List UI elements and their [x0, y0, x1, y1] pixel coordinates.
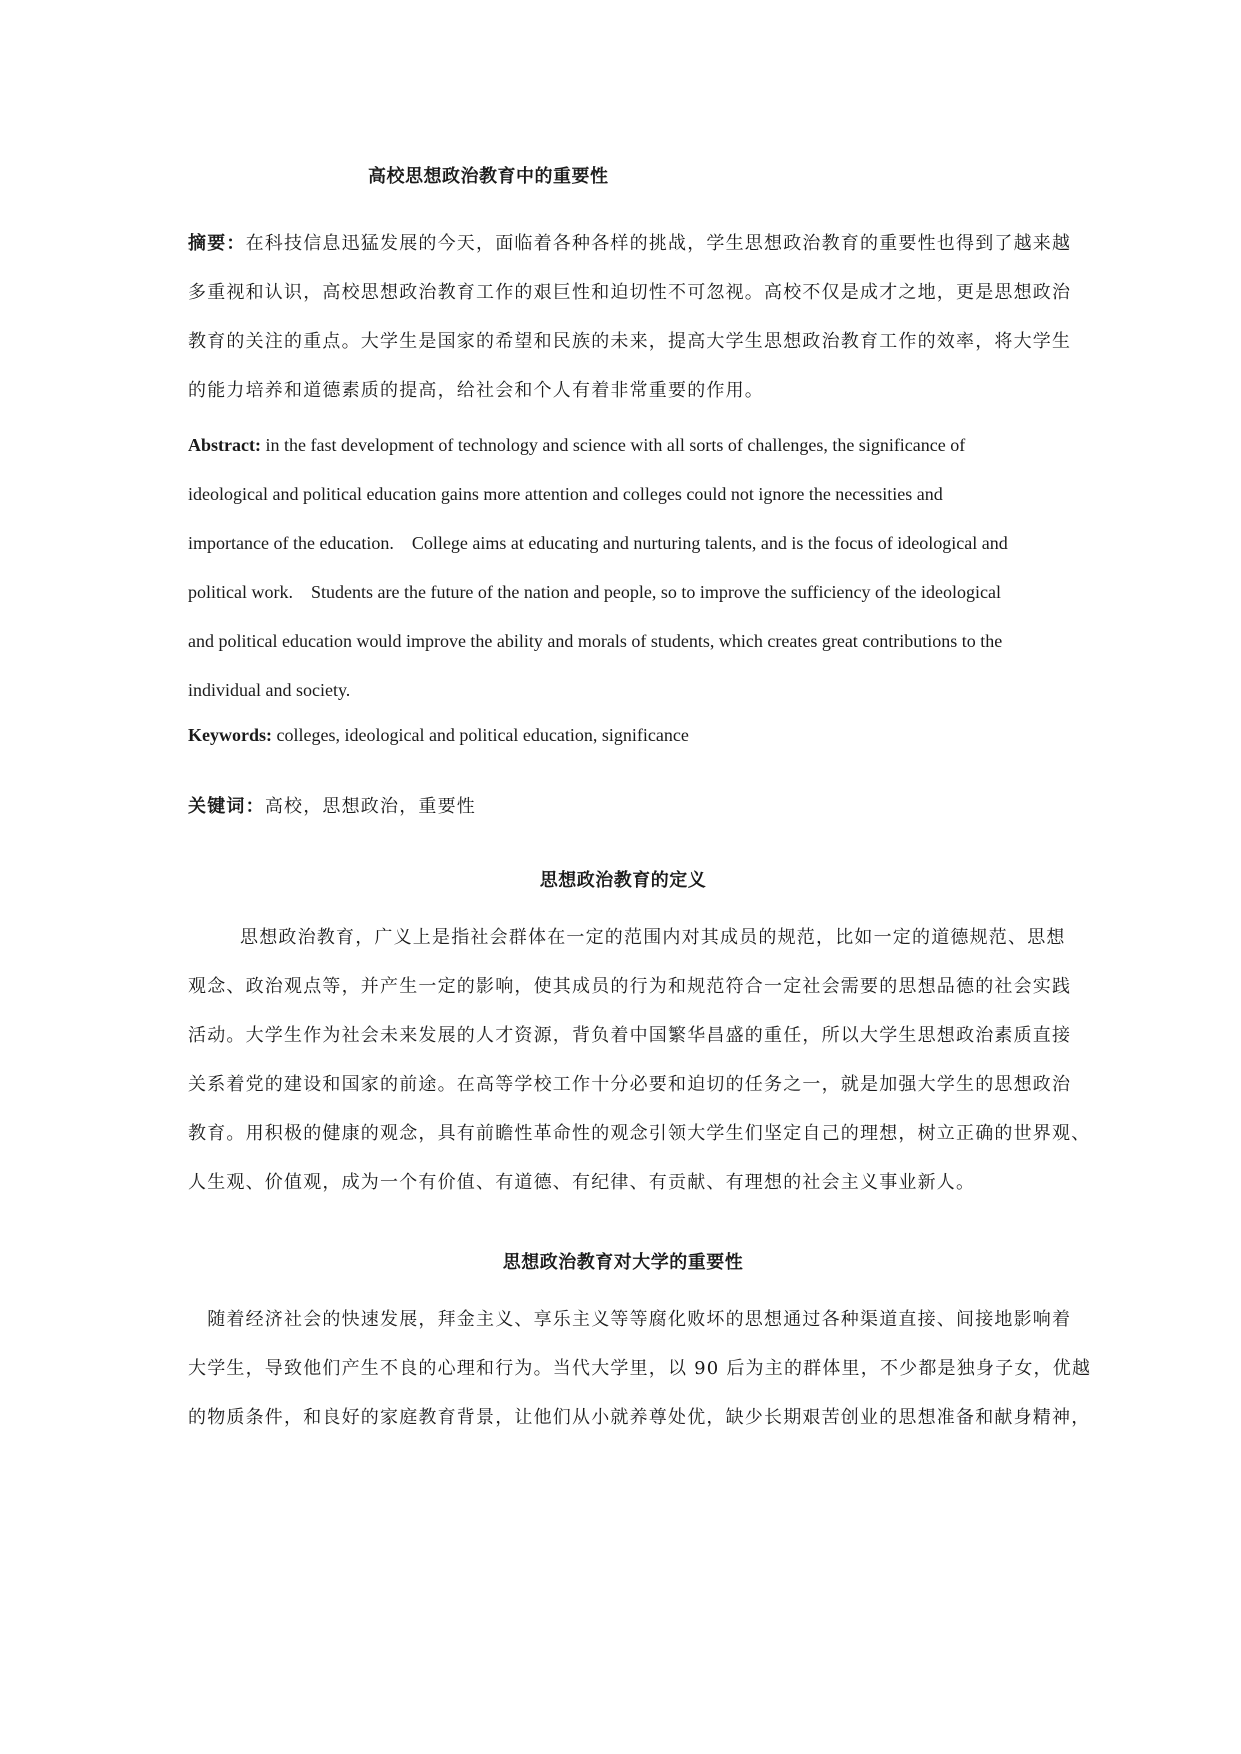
- keywords-en-label: Keywords:: [188, 725, 272, 745]
- abstract-en-line-1: [188, 421, 1058, 470]
- abstract-en-line-6: individual and society.: [188, 680, 351, 700]
- abstract-cn-label: 摘要：: [188, 233, 246, 254]
- section-1-line-6: 人生观、价值观，成为一个有价值、有道德、有纪律、有贡献、有理想的社会主义事业新人。: [188, 1172, 976, 1193]
- abstract-cn: [188, 219, 1072, 415]
- section-2-body: [188, 1295, 1092, 1442]
- keywords-en-text: colleges, ideological and political education, significance: [272, 725, 689, 745]
- abstract-en-label: Abstract:: [188, 435, 261, 455]
- section-2-line-2: 大学生，导致他们产生不良的心理和行为。当代大学里，以 90 后为主的群体里，不少都是独身子女，优越: [188, 1358, 1092, 1379]
- abstract-en-line-4: political work. Students are the future of the nation and people, so to improve the sufficiency of the ideological: [188, 582, 1001, 602]
- keywords-en-line: [188, 711, 1058, 760]
- abstract-en-line-3: importance of the education. College aims at educating and nurturing talents, and is the focus of ideological and: [188, 533, 1008, 553]
- keywords-cn-text: 高校，思想政治，重要性: [264, 796, 477, 817]
- abstract-en-text-1: in the fast development of technology and science with all sorts of challenges, the significance of: [260, 435, 966, 455]
- keywords-cn-label: 关键词：: [188, 796, 265, 817]
- section-1-line-4: 关系着党的建设和国家的前途。在高等学校工作十分必要和迫切的任务之一，就是加强大学生的思想政治: [188, 1074, 1072, 1095]
- keywords-en: [188, 711, 1058, 760]
- abstract-cn-line-3: 教育的关注的重点。大学生是国家的希望和民族的未来，提高大学生思想政治教育工作的效率，将大学生: [188, 331, 1072, 352]
- keywords-cn: [188, 782, 1058, 831]
- section-2-line-1: 随着经济社会的快速发展，拜金主义、享乐主义等等腐化败坏的思想通过各种渠道直接、间接地影响着: [188, 1309, 1072, 1330]
- section-1-line-3: 活动。大学生作为社会未来发展的人才资源，背负着中国繁华昌盛的重任，所以大学生思想政治素质直接: [188, 1025, 1072, 1046]
- paper-title: 高校思想政治教育中的重要性: [368, 166, 609, 187]
- abstract-en-line-2: ideological and political education gains more attention and colleges could not ignore the necessities and: [188, 484, 943, 504]
- section-1-line-2: 观念、政治观点等，并产生一定的影响，使其成员的行为和规范符合一定社会需要的思想品德的社会实践: [188, 976, 1072, 997]
- abstract-cn-line-2: 多重视和认识，高校思想政治教育工作的艰巨性和迫切性不可忽视。高校不仅是成才之地，更是思想政治: [188, 282, 1072, 303]
- section-1-line-1: 思想政治教育，广义上是指社会群体在一定的范围内对其成员的规范，比如一定的道德规范、思想: [240, 927, 1066, 948]
- section-2-heading: 思想政治教育对大学的重要性: [502, 1252, 744, 1273]
- abstract-en-line-5: and political education would improve the ability and morals of students, which creates great contributions to the: [188, 631, 1003, 651]
- abstract-cn-line-1: [188, 219, 1072, 268]
- section-2-line-3: 的物质条件，和良好的家庭教育背景，让他们从小就养尊处优，缺少长期艰苦创业的思想准备和献身精神，: [188, 1407, 1091, 1428]
- keywords-cn-line: [188, 782, 1058, 831]
- abstract-cn-line-4: 的能力培养和道德素质的提高，给社会和个人有着非常重要的作用。: [188, 380, 764, 401]
- section-1-body: [188, 913, 1091, 1207]
- abstract-en: [188, 421, 1058, 715]
- abstract-cn-text-1: 在科技信息迅猛发展的今天，面临着各种各样的挑战，学生思想政治教育的重要性也得到了越来越: [245, 233, 1072, 254]
- section-1-heading: 思想政治教育的定义: [539, 870, 707, 891]
- section-1-line-5: 教育。用积极的健康的观念，具有前瞻性革命性的观念引领大学生们坚定自己的理想，树立正确的世界观、: [188, 1123, 1091, 1144]
